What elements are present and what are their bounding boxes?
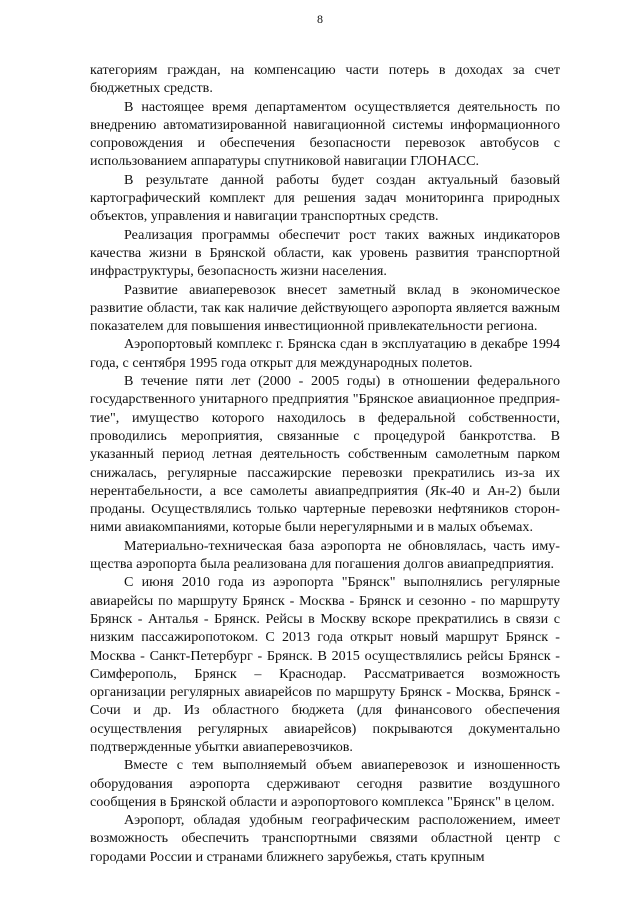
paragraph-equipment-wear: Вместе с тем выполняемый объем авиаперевозок и изношенность оборудования аэропорта сдерживают сегодня развитие воздушного сообщения в Брянской области и аэропортового комплекса "Брянск" в целом.: [90, 757, 560, 810]
paragraph-air-transport: Развитие авиаперевозок внесет заметный вклад в экономическое развитие области, так как наличие действующего аэропорта является важным показателем для повышения инвестиционной привлекательности региона.: [90, 281, 560, 335]
body-text: [90, 61, 560, 866]
paragraph-airport-complex: Аэропортовый комплекс г. Брянска сдан в эксплуатацию в декабре 1994 года, с сентября 1995 года открыт для международных полетов.: [90, 336, 560, 371]
paragraph-cartographic-kit: В результате данной работы будет создан актуальный базовый картографический комплект для решения задач мониторинга природных объектов, управления и навигации транспортных средств.: [90, 171, 560, 225]
paragraph-program-results: Реализация программы обеспечит рост таких важных индикаторов качества жизни в Брянской области, как уровень развития транспортной инфраструктуры, безопасность жизни населения.: [90, 226, 560, 280]
paragraph-continuation: категориям граждан, на компенсацию части потерь в доходах за счет бюджетных средств.: [90, 62, 560, 97]
paragraph-glonass: В настоящее время департаментом осуществляется деятельность по внедрению автоматизированной навигационной системы информационного сопровождения и обеспечения безопасности перевозок автобусов с использованием аппаратуры спутниковой навигации ГЛОНАСС.: [90, 98, 560, 170]
page-number: 8: [317, 12, 323, 26]
paragraph-bankruptcy: В течение пяти лет (2000 - 2005 годы) в отношении федерального государственного унитарного предприятия "Брянское авиационное предприятие", имущество которого находилось в федеральной собственности, проводились мероприятия, связанные с процедурой банкротства. В указанный период летная деятельность собственным самолетным парком снижалась, регулярные пассажирские перевозки прекратились из-за их нерентабельности, а все самолеты авиапредприятия (Як-40 и Ан-2) были проданы. Осуществлялись только чартерные перевозки нефтяников сторонними авиакомпаниями, которые были нерегулярными и в малых объемах.: [90, 373, 560, 536]
paragraph-geographic-location: Аэропорт, обладая удобным географическим расположением, имеет возможность обеспечить транспортными связями областной центр с городами России и странами ближнего зарубежья, стать крупным: [90, 812, 560, 865]
paragraph-routes: С июня 2010 года из аэропорта "Брянск" выполнялись регулярные авиарейсы по маршруту Брянск - Москва - Брянск и сезонно - по маршруту Брянск - Анталья - Брянск. Рейсы в Москву вскоре прекратились в связи с низким пассажиропотоком. С 2013 года открыт новый маршрут Брянск - Москва - Санкт-Петербург - Брянск. В 2015 осуществлялись рейсы Брянск - Симферополь, Брянск – Краснодар. Рассматривается возможность организации регулярных авиарейсов по маршруту Брянск - Москва, Брянск - Сочи и др. Из областного бюджета (для финансового обеспечения осуществления регулярных авиарейсов) покрываются документально подтвержденные убытки авиаперевозчиков.: [90, 574, 560, 755]
paragraph-material-base: Материально-техническая база аэропорта не обновлялась, часть имущества аэропорта была реализована для погашения долгов авиапредприятия.: [90, 537, 560, 573]
